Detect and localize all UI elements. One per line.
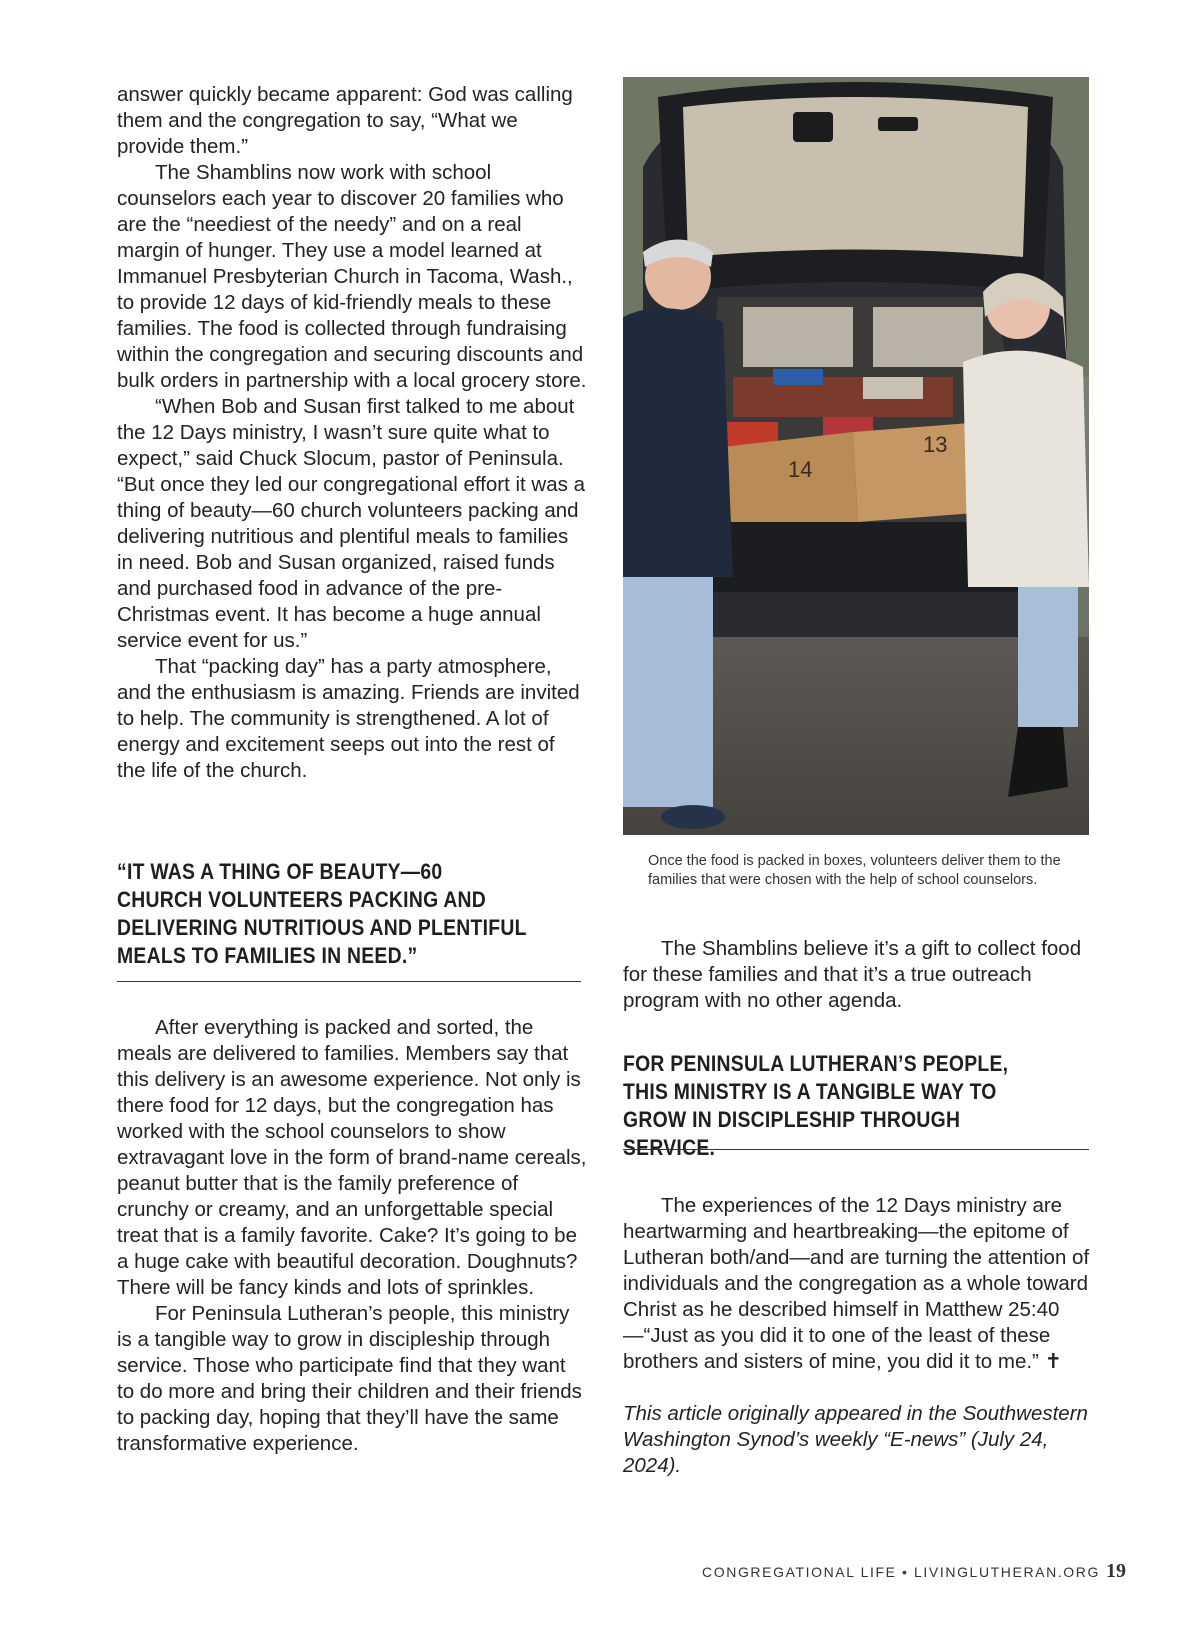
body-paragraph: After everything is packed and sorted, the meals are delivered to families. Members say that this delivery is an awesome experience. Not only is there food for 12 days, but the congregation has worked with the school counselors to show extravagant love in the form of brand-name cereals, peanut butter that is the family preference of crunchy or creamy, and an unforgettable special treat that is a family favorite. Cake? It’s going to be a huge cake with beautiful decoration. Doughnuts? There will be fancy kinds and lots of sprinkles. (117, 1016, 587, 1299)
left-column-lower (117, 1015, 587, 1457)
left-column-upper (117, 82, 587, 784)
pull-quote: “IT WAS A THING OF BEAUTY—60 CHURCH VOLUNTEERS PACKING AND DELIVERING NUTRITIOUS AND PLENTIFUL MEALS TO FAMILIES IN NEED.” (117, 859, 527, 968)
article-photo (623, 77, 1089, 835)
photo-credit (0, 78, 20, 278)
pull-quote-rule (117, 981, 581, 982)
pull-quote-rule (623, 1149, 1089, 1150)
pull-quote: FOR PENINSULA LUTHERAN’S PEOPLE, THIS MINISTRY IS A TANGIBLE WAY TO GROW IN DISCIPLESHIP THROUGH SERVICE. (623, 1051, 1009, 1160)
body-paragraph: For Peninsula Lutheran’s people, this ministry is a tangible way to grow in discipleship through service. Those who participate find that they want to do more and bring their children and their friends to packing day, hoping that they’ll have the same transformative experience. (117, 1302, 582, 1455)
body-paragraph: The experiences of the 12 Days ministry are heartwarming and heartbreaking—the epitome of Lutheran both/and—and are turning the attention of individuals and the congregation as a whole toward Christ as he described himself in Matthew 25:40—“Just as you did it to one of the least of these brothers and sisters of mine, you did it to me.” ✝ (623, 1194, 1090, 1373)
body-paragraph: The Shamblins believe it’s a gift to collect food for these families and that it’s a true outreach program with no other agenda. (623, 937, 1082, 1012)
footer-section: CONGREGATIONAL LIFE • LIVINGLUTHERAN.ORG (702, 1564, 1100, 1580)
page-footer (702, 1560, 1126, 1583)
page-number: 19 (1106, 1560, 1126, 1582)
right-column-upper (623, 936, 1093, 1014)
body-paragraph: answer quickly became apparent: God was calling them and the congregation to say, “What we provide them.” (117, 83, 573, 158)
box-label-13: 13 (923, 432, 948, 457)
body-paragraph: The Shamblins now work with school counselors each year to discover 20 families who are the “neediest of the needy” and on a real margin of hunger. They use a model learned at Immanuel Presbyterian Church in Tacoma, Wash., to provide 12 days of kid-friendly meals to these families. The food is collected through fundraising within the congregation and securing discounts and bulk orders in partnership with a local grocery store. (117, 161, 587, 392)
article-note: This article originally appeared in the Southwestern Washington Synod’s weekly “E-news” (July 24, 2024). (623, 1402, 1088, 1477)
right-column-lower (623, 1193, 1093, 1479)
box-label-14: 14 (788, 457, 813, 482)
body-paragraph: “When Bob and Susan first talked to me about the 12 Days ministry, I wasn’t sure quite what to expect,” said Chuck Slocum, pastor of Peninsula. “But once they led our congregational effort it was a thing of beauty—60 church volunteers packing and delivering nutritious and plentiful meals to families in need. Bob and Susan organized, raised funds and purchased food in advance of the pre-Christmas event. It has become a huge annual service event for us.” (117, 395, 585, 652)
photo-caption: Once the food is packed in boxes, volunteers deliver them to the families that were chosen with the help of school counselors. (648, 853, 1061, 888)
body-paragraph: That “packing day” has a party atmosphere, and the enthusiasm is amazing. Friends are invited to help. The community is strengthened. A lot of energy and excitement seeps out into the rest of the life of the church. (117, 655, 580, 782)
